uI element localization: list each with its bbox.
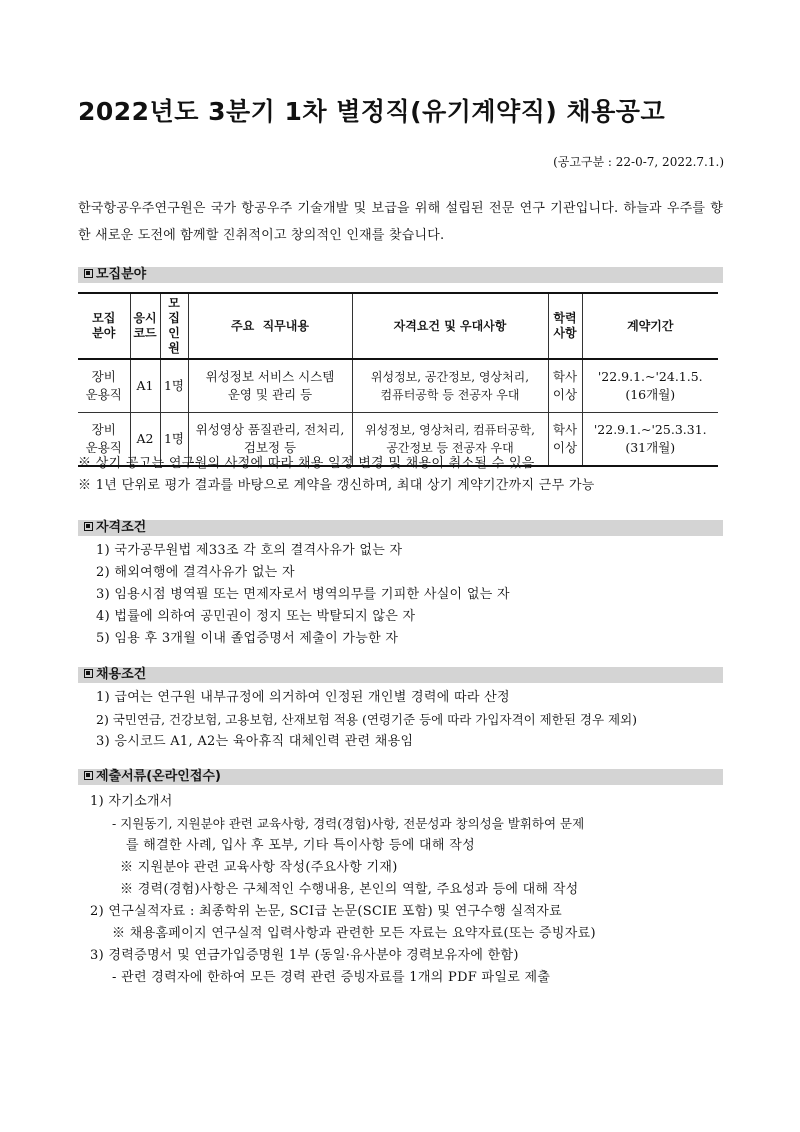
notice-number: (공고구분 : 22-0-7, 2022.7.1.) [553, 155, 724, 169]
list-item: 2) 국민연금, 건강보험, 고용보험, 산재보험 적용 (연령기준 등에 따라 가입자격이 제한된 경우 제외) [96, 712, 638, 727]
intro-paragraph: 한국항공우주연구원은 국가 항공우주 기술개발 및 보급을 위해 설립된 전문 연구 기관입니다. 하늘과 우주를 향한 새로운 도전에 함께할 진취적이고 창의적인 인재를 찾습니다. [78, 201, 723, 243]
note-item: ※ 상기 공고는 연구원의 사정에 따라 채용 일정 변경 및 채용이 취소될 수 있음 [78, 456, 535, 471]
header-requirements: 자격요건 및 우대사항 [352, 293, 548, 359]
section-employment-header [78, 667, 723, 683]
cell-code: A2 [130, 413, 160, 467]
list-item: 1) 자기소개서 [90, 794, 173, 809]
employment-list [96, 687, 637, 753]
cell-period: '22.9.1.~'24.1.5. (16개월) [582, 359, 718, 413]
list-item: - 관련 경력자에 한하여 모든 경력 관련 증빙자료를 1개의 PDF 파일로 제출 [112, 970, 551, 985]
square-bullet-icon [84, 269, 93, 278]
cell-duties: 위성영상 품질관리, 전처리, 검보정 등 [188, 413, 352, 467]
list-item: 를 해결한 사례, 입사 후 포부, 기타 특이사항 등에 대해 작성 [126, 838, 475, 853]
section-qualification-header [78, 520, 723, 536]
header-duties: 주요 직무내용 [188, 293, 352, 359]
list-item: 2) 해외여행에 결격사유가 없는 자 [96, 565, 295, 580]
cell-education: 학사 이상 [548, 359, 582, 413]
section-recruit-title: 모집분야 [96, 267, 147, 282]
list-item: 2) 연구실적자료 : 최종학위 논문, SCI급 논문(SCIE 포함) 및 연구수행 실적자료 [90, 904, 562, 919]
qualification-list [96, 540, 510, 650]
header-count: 모집 인원 [160, 293, 188, 359]
list-item: - 지원동기, 지원분야 관련 교육사항, 경력(경험)사항, 전문성과 창의성을 발휘하여 문제 [112, 816, 585, 831]
section-documents-title: 제출서류(온라인접수) [96, 769, 221, 784]
section-employment-title: 채용조건 [96, 667, 147, 682]
cell-education: 학사 이상 [548, 413, 582, 467]
cell-field: 장비 운용직 [78, 359, 130, 413]
cell-count: 1명 [160, 359, 188, 413]
section-documents-header [78, 769, 723, 785]
page-title: 2022년도 3분기 1차 별정직(유기계약직) 채용공고 [78, 97, 666, 126]
table-row [78, 359, 718, 413]
list-item: 5) 임용 후 3개월 이내 졸업증명서 제출이 가능한 자 [96, 631, 399, 646]
cell-duties: 위성정보 서비스 시스템 운영 및 관리 등 [188, 359, 352, 413]
list-item: ※ 채용홈페이지 연구실적 입력사항과 관련한 모든 자료는 요약자료(또는 증빙자료) [112, 926, 596, 941]
list-item: ※ 지원분야 관련 교육사항 작성(주요사항 기재) [120, 860, 398, 875]
list-item: 3) 응시코드 A1, A2는 육아휴직 대체인력 관련 채용임 [96, 734, 414, 749]
section-qualification-title: 자격조건 [96, 520, 147, 535]
cell-period: '22.9.1.~'25.3.31. (31개월) [582, 413, 718, 467]
header-field: 모집 분야 [78, 293, 130, 359]
table-header-row [78, 293, 718, 359]
recruit-table [78, 292, 718, 467]
documents-list [90, 791, 596, 989]
square-bullet-icon [84, 522, 93, 531]
cell-count: 1명 [160, 413, 188, 467]
list-item: ※ 경력(경험)사항은 구체적인 수행내용, 본인의 역할, 주요성과 등에 대해 작성 [120, 882, 579, 897]
header-education: 학력 사항 [548, 293, 582, 359]
list-item: 3) 임용시점 병역필 또는 면제자로서 병역의무를 기피한 사실이 없는 자 [96, 587, 510, 602]
list-item: 4) 법률에 의하여 공민권이 정지 또는 박탈되지 않은 자 [96, 609, 416, 624]
cell-requirements: 위성정보, 공간정보, 영상처리, 컴퓨터공학 등 전공자 우대 [352, 359, 548, 413]
recruit-notes [78, 453, 595, 497]
cell-field: 장비 운용직 [78, 413, 130, 467]
square-bullet-icon [84, 771, 93, 780]
list-item: 1) 급여는 연구원 내부규정에 의거하여 인정된 개인별 경력에 따라 산정 [96, 690, 510, 705]
section-recruit-header [78, 267, 723, 283]
cell-requirements: 위성정보, 영상처리, 컴퓨터공학, 공간정보 등 전공자 우대 [352, 413, 548, 467]
square-bullet-icon [84, 669, 93, 678]
cell-code: A1 [130, 359, 160, 413]
list-item: 1) 국가공무원법 제33조 각 호의 결격사유가 없는 자 [96, 543, 403, 558]
list-item: 3) 경력증명서 및 연금가입증명원 1부 (동일·유사분야 경력보유자에 한함) [90, 948, 519, 963]
note-item: ※ 1년 단위로 평가 결과를 바탕으로 계약을 갱신하며, 최대 상기 계약기간까지 근무 가능 [78, 478, 595, 493]
header-period: 계약기간 [582, 293, 718, 359]
header-code: 응시 코드 [130, 293, 160, 359]
